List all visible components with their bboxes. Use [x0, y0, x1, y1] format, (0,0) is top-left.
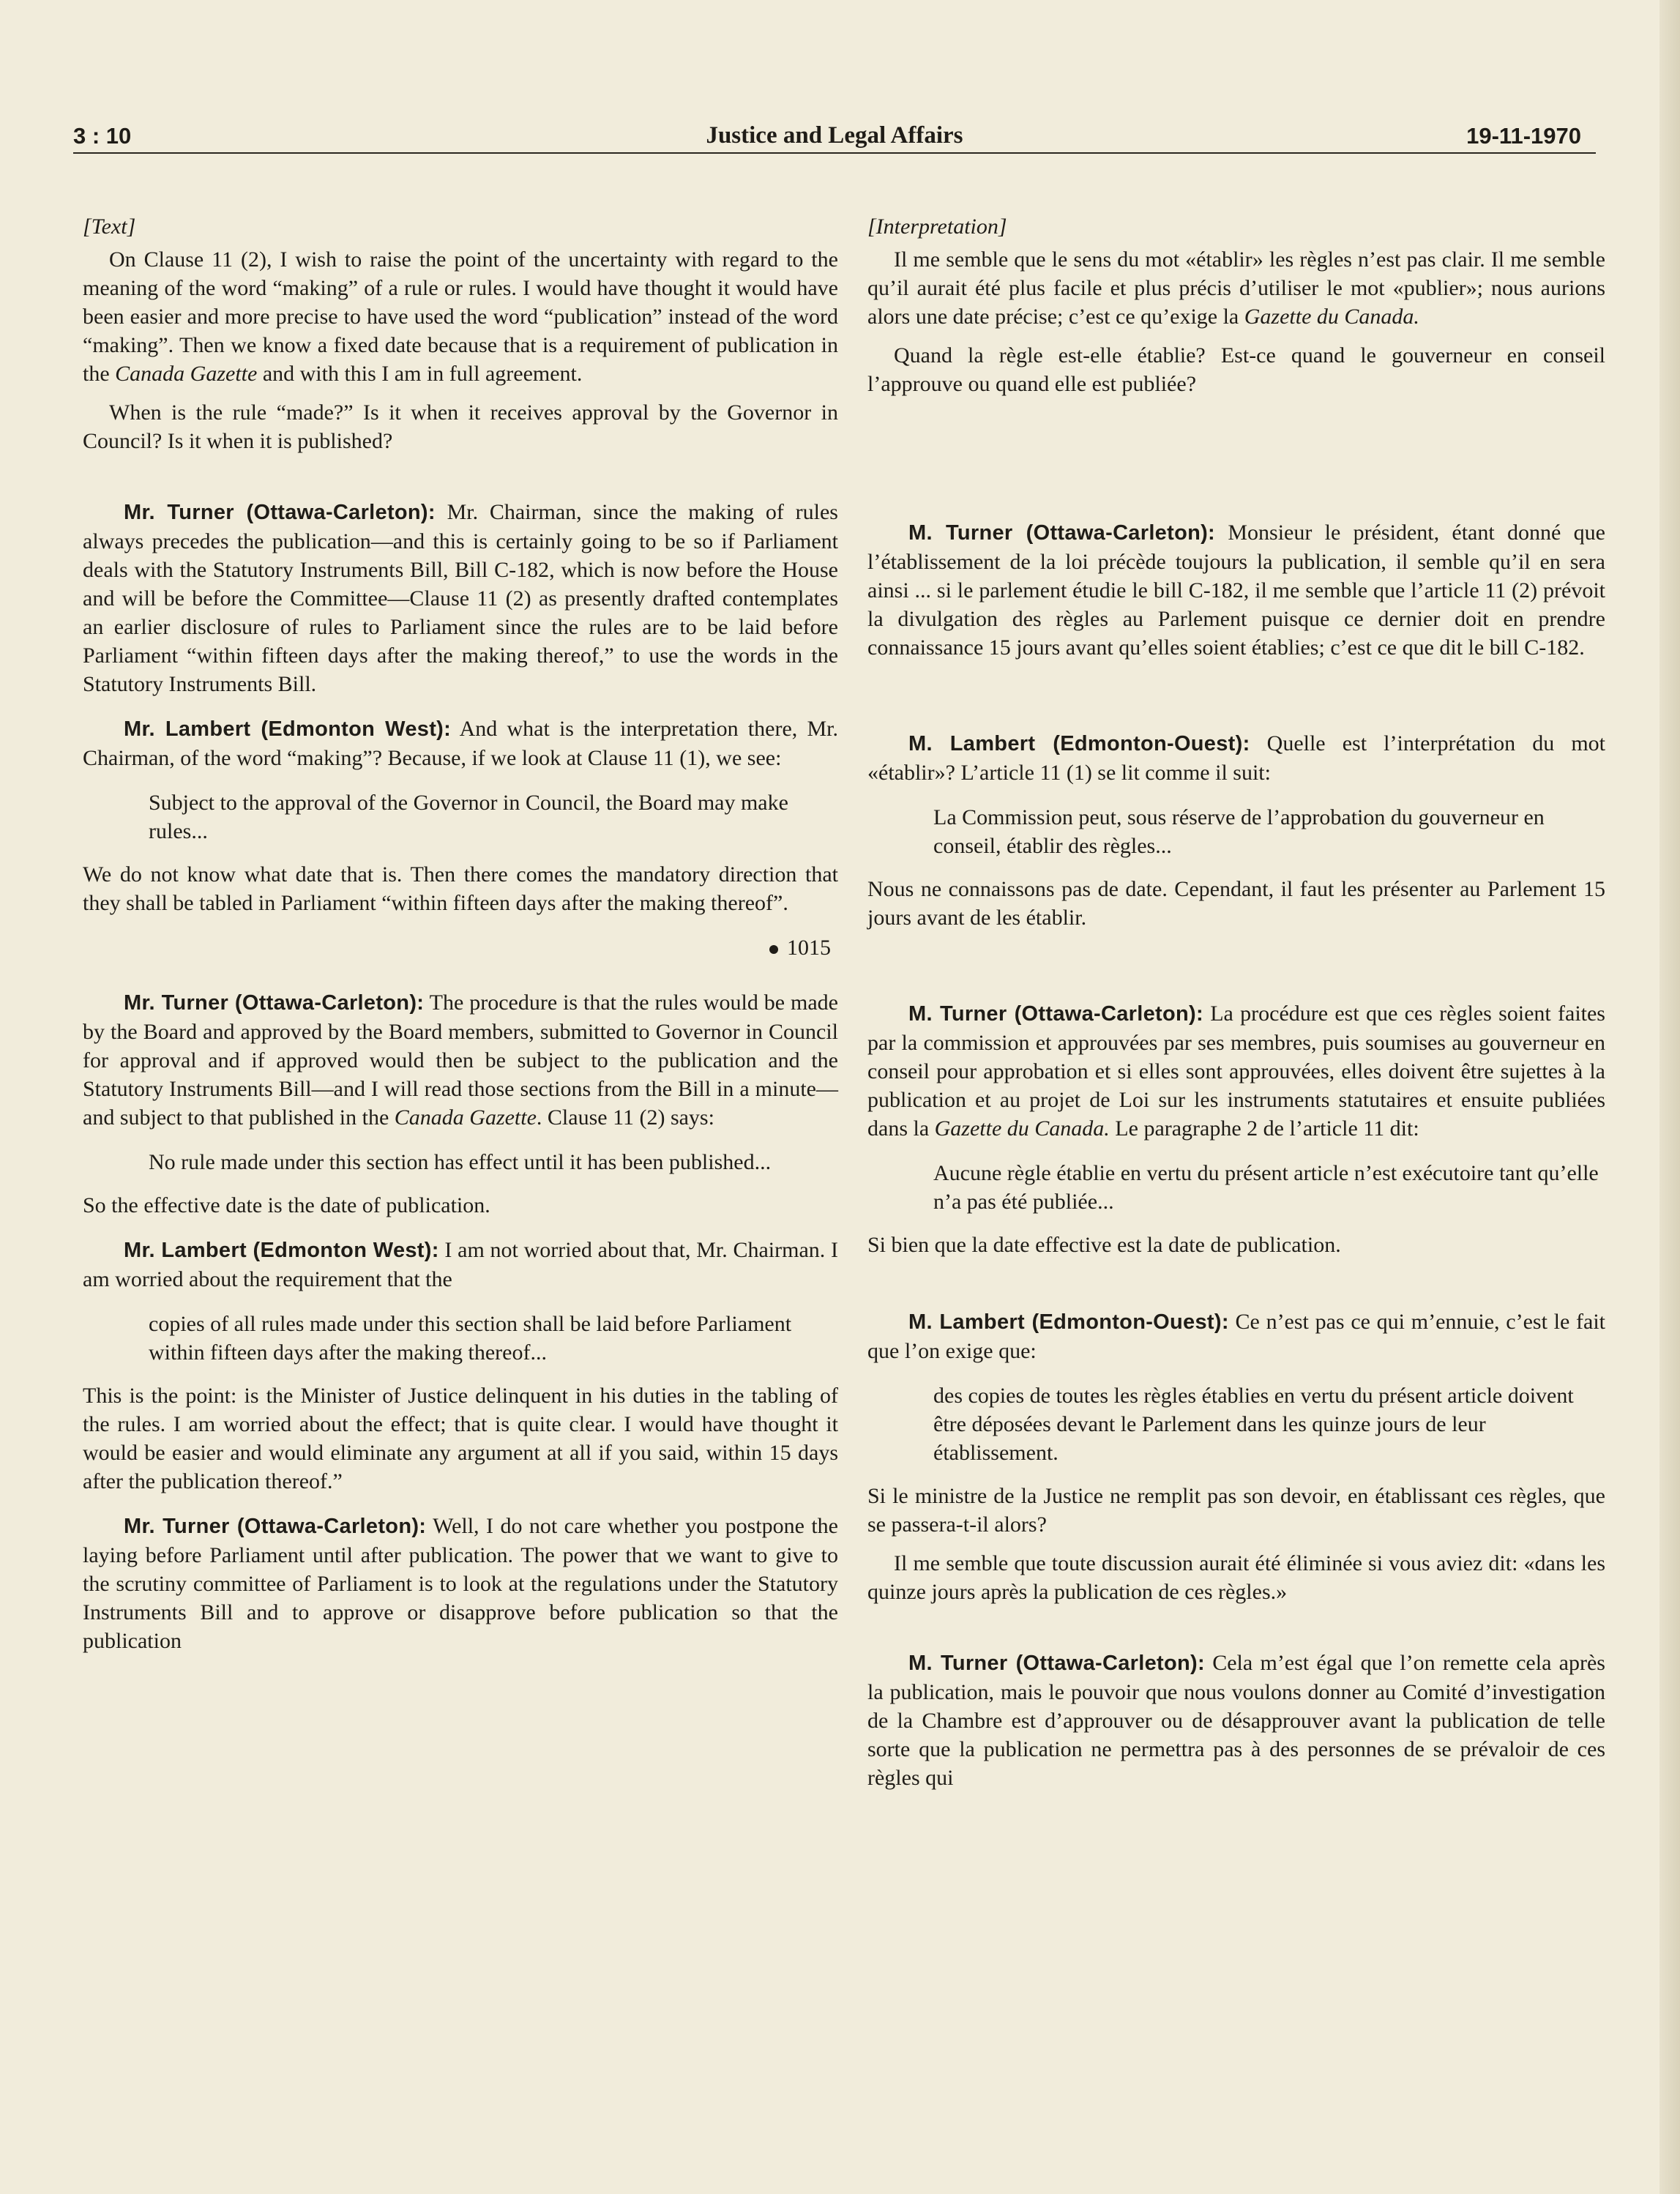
running-title: Justice and Legal Affairs — [706, 122, 963, 149]
paragraph-text: and with this I am in full agreement. — [257, 362, 583, 386]
speech — [83, 988, 838, 1132]
publication-name: Gazette du Canada. — [934, 1116, 1110, 1141]
paragraph: Quand la règle est-elle établie? Est-ce quand le gouverneur en conseil l’approuve ou quand elle est publiée? — [867, 343, 1605, 396]
speech — [83, 1236, 838, 1294]
page-header — [73, 117, 1596, 154]
section-label: [Text] — [83, 214, 136, 239]
speech — [867, 1649, 1605, 1792]
speaker-name: Mr. Turner (Ottawa-Carleton): — [124, 501, 436, 524]
publication-name: Canada Gazette — [115, 362, 258, 386]
block-quote: Subject to the approval of the Governor in Council, the Board may make rules... — [149, 791, 788, 843]
paragraph: We do not know what date that is. Then there comes the mandatory direction that they shall be tabled in Parliament “within fifteen days after the making thereof”. — [83, 862, 838, 915]
paragraph: Il me semble que toute discussion aurait été éliminée si vous aviez dit: «dans les quinze jours après la publication de ces règles.» — [867, 1551, 1605, 1604]
english-column — [83, 212, 838, 2165]
block-quote: La Commission peut, sous réserve de l’approbation du gouverneur en conseil, établir des règles... — [933, 805, 1545, 858]
paragraph — [83, 245, 838, 388]
speech-text: Le paragraphe 2 de l’article 11 dit: — [1109, 1116, 1419, 1141]
paragraph: Nous ne connaissons pas de date. Cependant, il faut les présenter au Parlement 15 jours avant de les établir. — [867, 877, 1605, 930]
publication-name: Canada Gazette — [394, 1105, 537, 1130]
block-quote: Aucune règle établie en vertu du présent article n’est exécutoire tant qu’elle n’a pas été publiée... — [933, 1161, 1599, 1214]
speech — [83, 714, 838, 772]
speech — [867, 729, 1605, 787]
speech-text: Quelle est l’interprétation du mot «établir»? L’article 11 (1) se lit comme il suit: — [867, 731, 1605, 785]
speech — [83, 1512, 838, 1655]
header-date: 19-11-1970 — [1466, 123, 1581, 149]
block-quote: des copies de toutes les règles établies en vertu du présent article doivent être déposées devant le Parlement dans les quinze jours de leur établissement. — [933, 1384, 1574, 1465]
speech — [83, 498, 838, 698]
bullet-icon — [769, 945, 778, 954]
speaker-name: Mr. Lambert (Edmonton West): — [124, 717, 452, 741]
paragraph: So the effective date is the date of publication. — [83, 1193, 490, 1217]
speaker-name: Mr. Lambert (Edmonton West): — [124, 1239, 439, 1262]
speech-text: Mr. Chairman, since the making of rules always precedes the publication—and this is certainly going to be so if Parliament deals with the Statutory Instruments Bill, Bill C-182, which is now before the House and will be before the Committee—Clause 11 (2) as presently drafted contemplates an earlier disclosure of rules to Parliament since the rules are to be laid before Parliament “within fifteen days after the making thereof,” to use the words in the Statutory Instruments Bill. — [83, 500, 838, 696]
speaker-name: M. Turner (Ottawa-Carleton): — [908, 521, 1216, 545]
paragraph-text: Il me semble que le sens du mot «établir» les règles n’est pas clair. Il me semble qu’il aurait été plus facile et plus précis d’utiliser le mot «publier»; nous aurions alors une date précise; c’est ce qu’exige la — [867, 247, 1605, 329]
speaker-name: Mr. Turner (Ottawa-Carleton): — [124, 991, 425, 1015]
french-column — [867, 212, 1605, 2165]
speech-text: Well, I do not care whether you postpone the laying before Parliament until after publication. The power that we want to give to the scrutiny committee of Parliament is to look at the regulations under the Statutory Instruments Bill and to approve or disapprove before publication so that the publication — [83, 1514, 838, 1653]
paragraph-text: On Clause 11 (2), I wish to raise the point of the uncertainty with regard to the meaning of the word “making” of a rule or rules. I would have thought it would have been easier and more precise to have used the word “publication” instead of the word “making”. Then we know a fixed date because that is a requirement of publication in the — [83, 247, 838, 386]
speech-text: Monsieur le président, étant donné que l’établissement de la loi précède toujours la publication, il semble qu’il en sera ainsi ... si le parlement étudie le bill C-182, il me semble que l’article 11 (2) prévoit la divulgation des règles au Parlement puisque ce dernier doit en prendre connaissance 15 jours avant qu’elles soient établies; c’est ce que dit le bill C-182. — [867, 520, 1605, 660]
page-edge — [1660, 0, 1680, 2194]
time-marker — [83, 933, 838, 962]
speech-text: Cela m’est égal que l’on remette cela après la publication, mais le pouvoir que nous voulons donner au Comité d’investigation de la Chambre est d’approuver ou de désapprouver avant la publication de telle sorte que la publication ne permettra pas à des personnes de se prévaloir de ces règles qui — [867, 1651, 1605, 1790]
section-label: [Interpretation] — [867, 214, 1007, 239]
speech-text: I am not worried about that, Mr. Chairman. I am worried about the requirement that the — [83, 1238, 838, 1291]
paragraph: Si le ministre de la Justice ne remplit pas son devoir, en établissant ces règles, que se passera-t-il alors? — [867, 1484, 1605, 1537]
paragraph: When is the rule “made?” Is it when it receives approval by the Governor in Council? Is it when it is published? — [83, 400, 838, 453]
time-text: 1015 — [787, 936, 831, 960]
speaker-name: M. Lambert (Edmonton-Ouest): — [908, 1310, 1229, 1334]
speech-text: . Clause 11 (2) says: — [536, 1105, 714, 1130]
speech-text: Ce n’est pas ce qui m’ennuie, c’est le fait que l’on exige que: — [867, 1310, 1605, 1363]
speech — [867, 1307, 1605, 1365]
speech-text: La procédure est que ces règles soient faites par la commission et approuvées par ses membres, puis soumises au gouverneur en conseil pour approbation et si elles sont approuvées, elles doivent être sujettes à la publication et au projet de Loi sur les instruments statutaires et ensuite publiées dans la — [867, 1001, 1605, 1141]
page-number: 3 : 10 — [73, 123, 132, 149]
speech — [867, 999, 1605, 1143]
speaker-name: M. Lambert (Edmonton-Ouest): — [908, 732, 1250, 755]
paragraph: Si bien que la date effective est la date de publication. — [867, 1233, 1341, 1257]
block-quote: copies of all rules made under this section shall be laid before Parliament within fifteen days after the making thereof... — [149, 1312, 792, 1365]
speaker-name: Mr. Turner (Ottawa-Carleton): — [124, 1515, 427, 1538]
speech-text: The procedure is that the rules would be made by the Board and approved by the Board members, submitted to Governor in Council for approval and if approved would then be subject to the publication and the Statutory Instruments Bill—and I will read those sections from the Bill in a minute—and subject to that published in the — [83, 990, 838, 1130]
paragraph: This is the point: is the Minister of Justice delinquent in his duties in the tabling of the rules. I am worried about the effect; that is quite clear. I would have thought it would be easier and would eliminate any argument at all if you said, within 15 days after the publication thereof.” — [83, 1384, 838, 1493]
speaker-name: M. Turner (Ottawa-Carleton): — [908, 1652, 1205, 1675]
speaker-name: M. Turner (Ottawa-Carleton): — [908, 1002, 1203, 1026]
paragraph — [867, 245, 1605, 331]
publication-name: Gazette du Canada. — [1244, 305, 1419, 329]
speech — [867, 518, 1605, 662]
speech-text: And what is the interpretation there, Mr. Chairman, of the word “making”? Because, if we look at Clause 11 (1), we see: — [83, 717, 838, 770]
block-quote: No rule made under this section has effect until it has been published... — [149, 1150, 772, 1174]
